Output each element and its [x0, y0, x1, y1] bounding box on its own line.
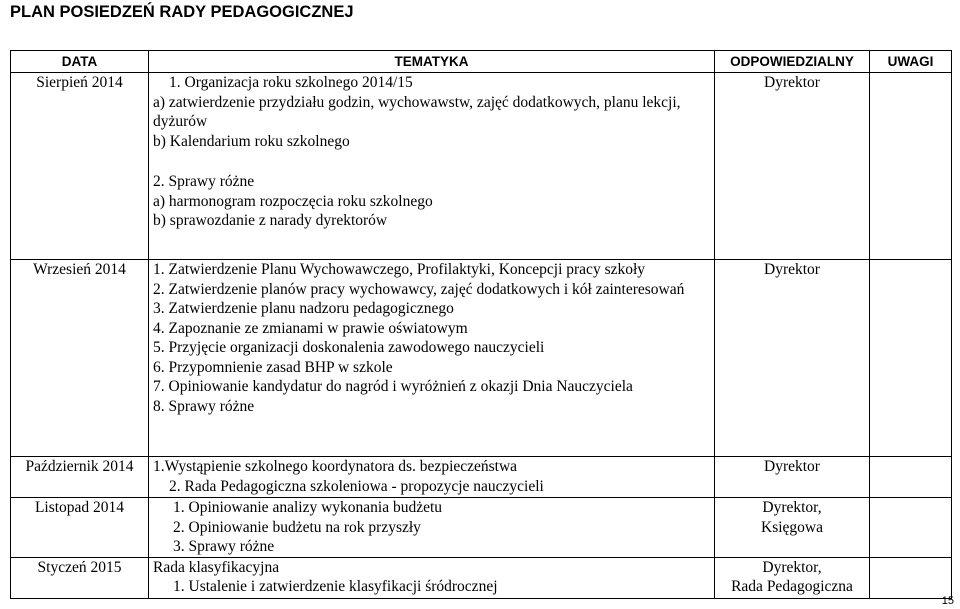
- date-text: Styczeń 2015: [37, 558, 122, 576]
- row-responsible-october: [715, 457, 870, 498]
- row-date-september: [11, 260, 149, 457]
- topic-line: 2. Rada Pedagogiczna szkoleniowa - propozycje nauczycieli: [169, 477, 544, 495]
- table-row: [11, 73, 952, 260]
- row-topic-november: [149, 498, 715, 558]
- row-topic-january: [149, 557, 715, 598]
- row-topic-september: [149, 260, 715, 457]
- table-row: [11, 557, 952, 598]
- row-notes-january: [870, 557, 952, 598]
- responsible-text: Dyrektor: [764, 74, 820, 91]
- topic-line: Rada klasyfikacyjna: [153, 558, 280, 576]
- topic-line: 1. Opiniowanie analizy wykonania budżetu: [173, 499, 443, 516]
- responsible-text: Dyrektor,: [762, 499, 822, 516]
- row-topic-october: [149, 457, 715, 498]
- topic-line: 2. Zatwierdzenie planów pracy wychowawcy, zajęć dodatkowych i kół zainteresowań: [153, 280, 685, 298]
- header-topic: TEMATYKA: [149, 51, 715, 73]
- topic-line: 7. Opiniowanie kandydatur do nagród i wyróżnień z okazji Dnia Nauczyciela: [153, 378, 633, 395]
- row-notes-september: [870, 260, 952, 457]
- date-text: Sierpień 2014: [36, 74, 123, 91]
- topic-line: a) zatwierdzenie przydziału godzin, wychowawstw, zajęć dodatkowych, planu lekcji, dyżurów: [153, 93, 681, 130]
- row-responsible-september: [715, 260, 870, 457]
- page-title: PLAN POSIEDZEŃ RADY PEDAGOGICZNEJ: [10, 3, 354, 21]
- date-text: Listopad 2014: [34, 499, 125, 516]
- row-date-october: [11, 457, 149, 498]
- responsible-text: Księgowa: [761, 518, 823, 536]
- row-responsible-november: [715, 498, 870, 558]
- topic-line: 8. Sprawy różne: [153, 397, 255, 415]
- table-header-row: [11, 51, 952, 73]
- row-responsible-august: [715, 73, 870, 260]
- table-row: [11, 260, 952, 457]
- topic-line: b) Kalendarium roku szkolnego: [153, 132, 350, 150]
- topic-line: 5. Przyjęcie organizacji doskonalenia zawodowego nauczycieli: [153, 339, 545, 356]
- row-responsible-january: [715, 557, 870, 598]
- schedule-table: [10, 50, 952, 599]
- responsible-text: Dyrektor,: [762, 558, 822, 576]
- row-date-january: [11, 557, 149, 598]
- topic-line: 2. Opiniowanie budżetu na rok przyszły: [173, 518, 421, 536]
- page-number: 15: [941, 595, 954, 607]
- row-notes-august: [870, 73, 952, 260]
- topic-line: 1. Zatwierdzenie Planu Wychowawczego, Profilaktyki, Koncepcji pracy szkoły: [153, 261, 646, 278]
- table-row: [11, 498, 952, 558]
- topic-line: 1. Organizacja roku szkolnego 2014/15: [169, 74, 413, 91]
- topic-line: 4. Zapoznanie ze zmianami w prawie oświatowym: [153, 319, 468, 337]
- table-row: [11, 457, 952, 498]
- topic-line: 6. Przypomnienie zasad BHP w szkole: [153, 358, 393, 376]
- responsible-text: Dyrektor: [764, 261, 820, 278]
- topic-line: 1.Wystąpienie szkolnego koordynatora ds. bezpieczeństwa: [153, 458, 518, 475]
- date-text: Październik 2014: [25, 458, 134, 475]
- row-date-august: [11, 73, 149, 260]
- topic-line: 1. Ustalenie i zatwierdzenie klasyfikacji śródrocznej: [173, 578, 498, 595]
- row-topic-august: [149, 73, 715, 260]
- topic-line: 3. Zatwierdzenie planu nadzoru pedagogicznego: [153, 300, 454, 317]
- responsible-text: Dyrektor: [764, 458, 820, 475]
- header-date: DATA: [11, 51, 149, 73]
- responsible-text: Rada Pedagogiczna: [731, 578, 853, 595]
- topic-line: 2. Sprawy różne: [153, 173, 255, 190]
- topic-line: a) harmonogram rozpoczęcia roku szkolnego: [153, 192, 433, 210]
- header-responsible: ODPOWIEDZIALNY: [715, 51, 870, 73]
- topic-line: 3. Sprawy różne: [173, 538, 275, 555]
- row-date-november: [11, 498, 149, 558]
- row-notes-november: [870, 498, 952, 558]
- header-notes: UWAGI: [870, 51, 952, 73]
- date-text: Wrzesień 2014: [33, 261, 126, 278]
- row-notes-october: [870, 457, 952, 498]
- topic-line: b) sprawozdanie z narady dyrektorów: [153, 212, 388, 229]
